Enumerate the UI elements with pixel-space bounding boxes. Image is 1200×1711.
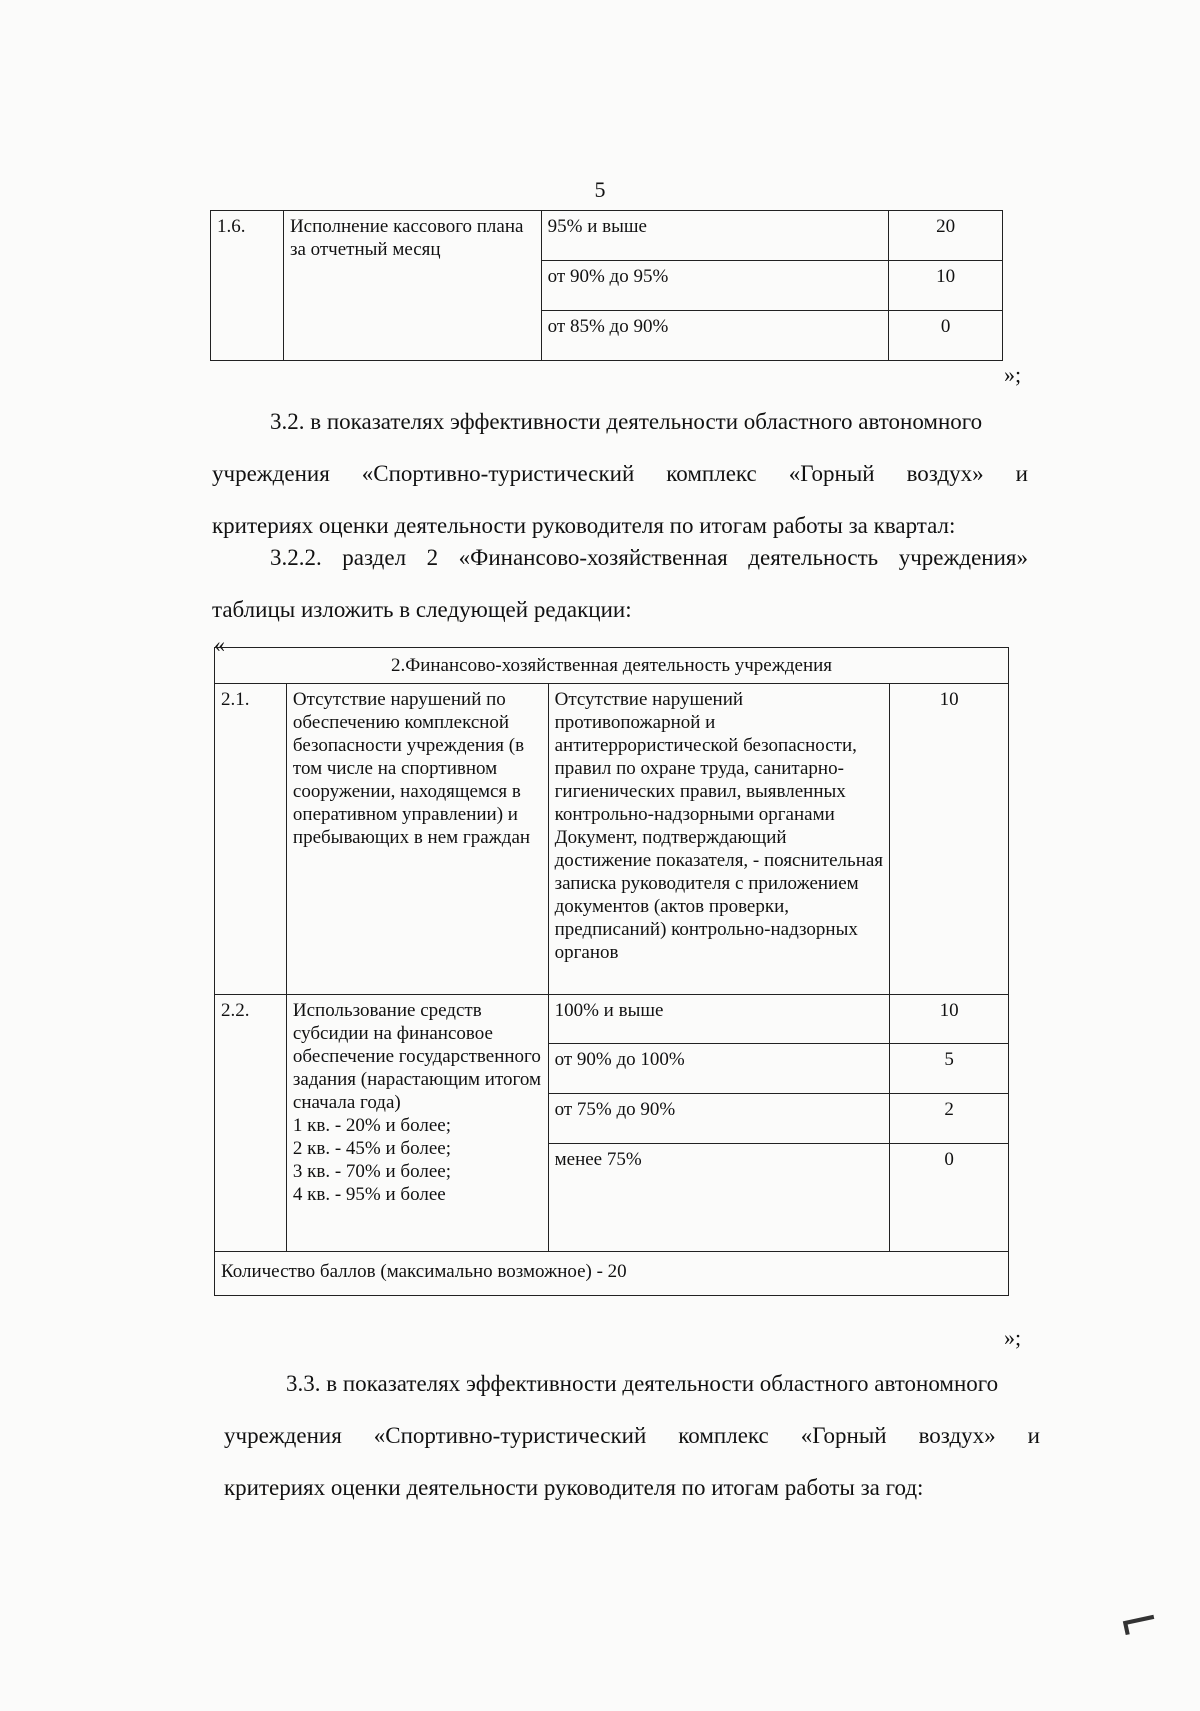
paragraph-3-2 — [212, 396, 1028, 552]
indicator-name-cell — [286, 995, 548, 1252]
section-header: 2.Финансово-хозяйственная деятельность учреждения — [215, 648, 1009, 684]
quarter-line: 1 кв. - 20% и более; — [292, 1115, 451, 1136]
criterion-cell: 95% и выше — [541, 211, 888, 261]
row-number: 2.1. — [215, 684, 287, 995]
score-cell: 0 — [889, 311, 1003, 361]
criterion-cell: 100% и выше — [548, 995, 890, 1044]
paragraph-line: критериях оценки деятельности руководителя по итогам работы за квартал: — [212, 513, 956, 538]
indicator-name: Исполнение кассового плана за отчетный месяц — [283, 211, 541, 361]
score-cell: 0 — [890, 1144, 1009, 1252]
closing-quote: »; — [1004, 362, 1022, 387]
criterion-cell: от 90% до 95% — [541, 261, 888, 311]
criterion-cell: менее 75% — [548, 1144, 890, 1252]
handwritten-mark-icon: ⌐ — [1112, 1589, 1166, 1655]
score-cell: 10 — [890, 995, 1009, 1044]
paragraph-line: учреждения «Спортивно-туристический комплекс «Горный воздух» и — [212, 461, 1028, 486]
paragraph-line: 3.2.2. раздел 2 «Финансово-хозяйственная деятельность учреждения» — [270, 545, 1028, 570]
table-section-2 — [214, 647, 1009, 1296]
score-cell: 10 — [889, 261, 1003, 311]
table-indicator-1-6 — [210, 210, 1003, 361]
score-cell: 5 — [890, 1044, 1009, 1094]
paragraph-line: таблицы изложить в следующей редакции: — [212, 597, 632, 622]
paragraph-3-3 — [224, 1358, 1040, 1514]
criterion-cell: Отсутствие нарушений противопожарной и антитеррористической безопасности, правил по охране труда, санитарно-гигиенических правил, выявленных контрольно-надзорными органами Документ, подтверждающий достижение показателя, - пояснительная записка руководителя с приложением документов (актов проверки, предписаний) контрольно-надзорных органов — [548, 684, 890, 995]
paragraph-line: критериях оценки деятельности руководителя по итогам работы за год: — [224, 1475, 924, 1500]
indicator-name: Использование средств субсидии на финансовое обеспечение государственного задания (нарастающим итогом сначала года) — [292, 1000, 542, 1113]
paragraph-line: 3.2. в показателях эффективности деятельности областного автономного — [270, 409, 983, 434]
criterion-cell: от 90% до 100% — [548, 1044, 890, 1094]
closing-quote: »; — [1004, 1325, 1022, 1350]
score-cell: 10 — [890, 684, 1009, 995]
paragraph-line: 3.3. в показателях эффективности деятельности областного автономного — [286, 1371, 999, 1396]
quarter-line: 3 кв. - 70% и более; — [292, 1161, 451, 1182]
indicator-name: Отсутствие нарушений по обеспечению комплексной безопасности учреждения (в том числе на спортивном сооружении, находящемся в оперативном управлении) и пребывающих в нем граждан — [286, 684, 548, 995]
quarter-line: 4 кв. - 95% и более — [292, 1184, 446, 1205]
paragraph-line: учреждения «Спортивно-туристический комплекс «Горный воздух» и — [224, 1423, 1040, 1448]
quarter-line: 2 кв. - 45% и более; — [292, 1138, 451, 1159]
total-score: Количество баллов (максимально возможное) - 20 — [215, 1252, 1009, 1296]
row-number: 1.6. — [211, 211, 284, 361]
criterion-cell: от 75% до 90% — [548, 1094, 890, 1144]
score-cell: 2 — [890, 1094, 1009, 1144]
row-number: 2.2. — [215, 995, 287, 1252]
paragraph-3-2-2 — [212, 532, 1028, 636]
page-number: 5 — [594, 177, 606, 202]
score-cell: 20 — [889, 211, 1003, 261]
opening-quote: « — [214, 632, 225, 657]
criterion-cell: от 85% до 90% — [541, 311, 888, 361]
